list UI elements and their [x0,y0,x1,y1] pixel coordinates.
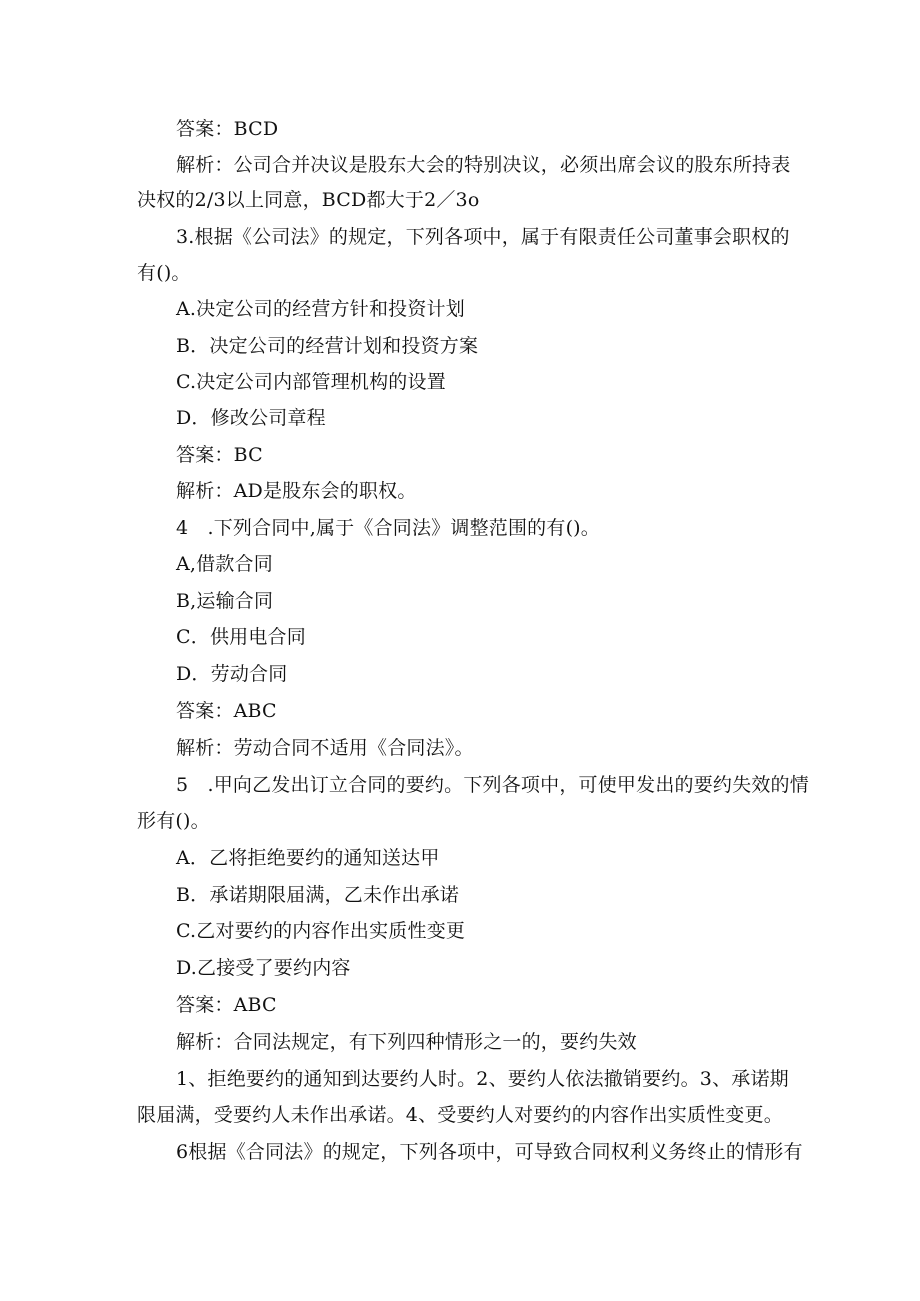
question-6: 6根据《合同法》的规定，下列各项中，可导致合同权利义务终止的情形有 [176,1141,803,1163]
option-b: B,运输合同 [176,590,274,612]
analysis-detail: 1、拒绝要约的通知到达要约人时。2、要约人依法撤销要约。3、承诺期 [176,1068,789,1090]
option-b: B．决定公司的经营计划和投资方案 [176,335,479,357]
answer-line: 答案：ABC [176,994,277,1016]
question-4: 4 .下列合同中,属于《合同法》调整范围的有()。 [176,517,600,539]
option-a: A,借款合同 [176,553,273,575]
question-5-cont: 形有()。 [137,810,210,832]
answer-line: 答案：BC [176,444,263,466]
question-3-cont: 有()。 [137,262,191,284]
analysis-line: 解析：劳动合同不适用《合同法》。 [176,737,474,759]
analysis-line: 解析：合同法规定，有下列四种情形之一的，要约失效 [176,1031,637,1053]
analysis-detail-cont: 限届满，受要约人未作出承诺。4、受要约人对要约的内容作出实质性变更。 [137,1104,783,1126]
analysis-line-cont: 决权的2/3以上同意，BCD都大于2／3o [137,189,480,211]
question-5: 5 .甲向乙发出订立合同的要约。下列各项中，可使甲发出的要约失效的情 [176,774,809,796]
analysis-line: 解析：公司合并决议是股东大会的特别决议，必须出席会议的股东所持表 [176,154,791,176]
option-a: A.决定公司的经营方针和投资计划 [176,298,465,320]
question-3: 3.根据《公司法》的规定，下列各项中，属于有限责任公司董事会职权的 [176,226,790,248]
option-a: A．乙将拒绝要约的通知送达甲 [176,847,440,869]
option-d: D．劳动合同 [176,663,288,685]
option-c: C．供用电合同 [176,626,306,648]
answer-line: 答案：ABC [176,700,277,722]
option-b: B．承诺期限届满，乙未作出承诺 [176,884,459,906]
option-d: D.乙接受了要约内容 [176,957,351,979]
analysis-line: 解析：AD是股东会的职权。 [176,480,417,502]
answer-line: 答案：BCD [176,118,279,140]
option-c: C.决定公司内部管理机构的设置 [176,371,446,393]
option-d: D．修改公司章程 [176,407,326,429]
option-c: C.乙对要约的内容作出实质性变更 [176,920,466,942]
